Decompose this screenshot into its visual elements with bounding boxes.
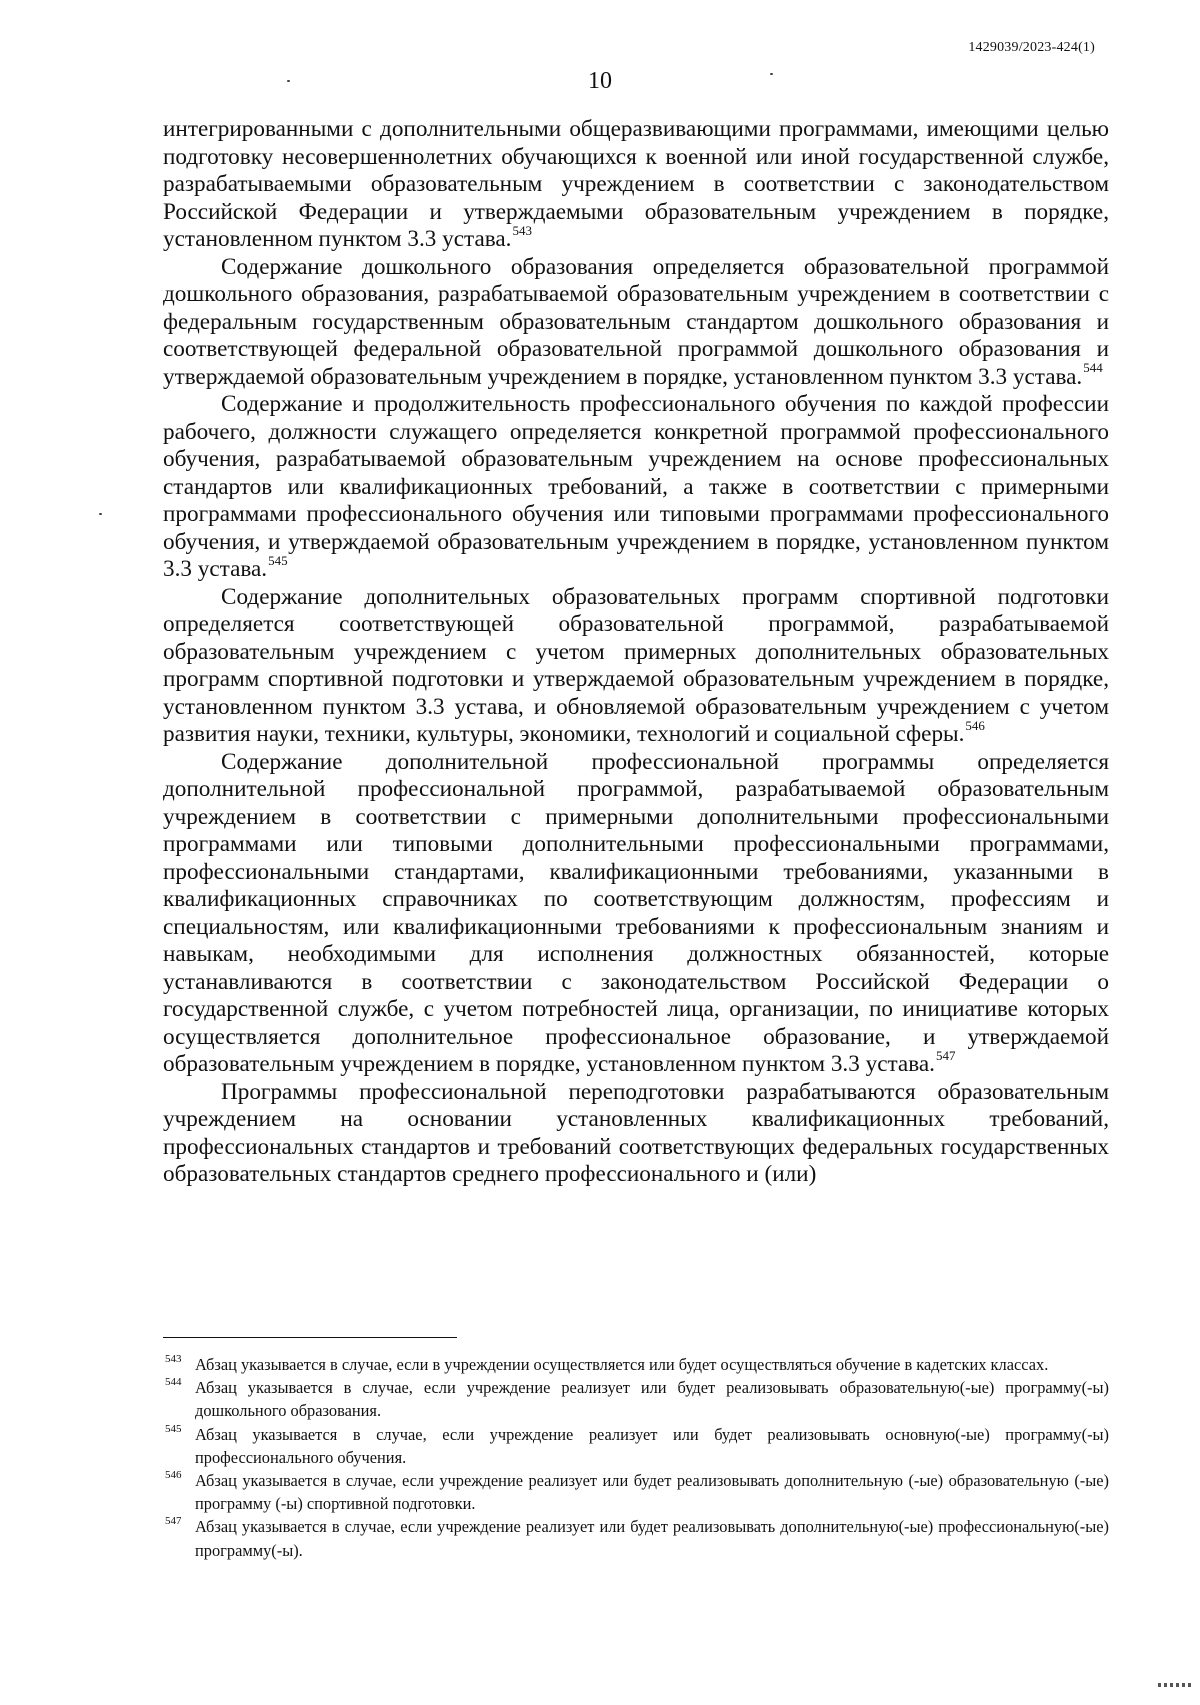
footnote-number: 546 — [165, 1469, 182, 1482]
paragraph-text: Содержание дошкольного образования определяется образовательной программой дошкольного образования, разрабатываемой образовательным учреждением в соответствии с федеральным государственным образовательным стандартом дошкольного образования и соответствующей федеральной образовательной программой дошкольного образования и утверждаемой образовательным учреждением в порядке, установленном пунктом 3.3 устава. — [163, 253, 1109, 390]
footnote-number: 543 — [165, 1353, 182, 1365]
footnote-text: Абзац указывается в случае, если учреждение реализует или будет реализовывать дополнительную(-ые) профессиональную(-ые) программу(-ы). — [195, 1517, 1109, 1560]
footnote-text: Абзац указывается в случае, если учреждение реализует или будет реализовывать дополнительную (-ые) образовательную (-ые) программу (-ы) спортивной подготовки. — [195, 1471, 1109, 1514]
footnote-text: Абзац указывается в случае, если учреждение реализует или будет реализовывать основную(-ые) программу(-ы) профессионального обучения. — [195, 1424, 1109, 1467]
scan-speck — [99, 513, 102, 515]
paragraph-sports-training — [163, 584, 1109, 749]
paragraph-additional-professional — [163, 749, 1109, 1079]
paragraph-text: Содержание дополнительных образовательных программ спортивной подготовки определяется соответствующей образовательной программой, разрабатываемой образовательным учреждением с учетом примерных дополнительных образовательных программ спортивной подготовки и утверждаемой образовательным учреждением в порядке, установленном пунктом 3.3 устава, и обновляемой образовательным учреждением с учетом развития науки, техники, культуры, экономики, технологий и социальной сферы. — [163, 583, 1109, 747]
footnote-text: Абзац указывается в случае, если в учреждении осуществляется или будет осуществляться обучение в кадетских классах. — [195, 1355, 1049, 1374]
document-number: 1429039/2023-424(1) — [968, 40, 1095, 55]
footnote — [163, 1469, 1109, 1515]
footnote — [163, 1376, 1109, 1422]
paragraph-preschool — [163, 254, 1109, 392]
footnote-number: 544 — [165, 1376, 182, 1389]
scan-speck — [770, 73, 773, 75]
footnote-reference: 544 — [1083, 360, 1103, 376]
scan-speck — [287, 80, 290, 82]
footnote-reference: 546 — [965, 717, 985, 733]
paragraph-text: Содержание и продолжительность профессионального обучения по каждой профессии рабочего, должности служащего определяется конкретной программой профессионального обучения, разрабатываемой образовательным учреждением на основе профессиональных стандартов или квалификационных требований, а также в соответствии с примерными программами профессионального обучения или типовыми программами профессионального обучения, и утверждаемой образовательным учреждением в порядке, установленном пунктом 3.3 устава. — [163, 391, 1109, 582]
document-body — [163, 116, 1109, 1189]
footnote-reference: 545 — [268, 552, 288, 568]
paragraph-text: Программы профессиональной переподготовки разрабатываются образовательным учреждением на основании установленных квалификационных требований, профессиональных стандартов и требований соответствующих федеральных государственных образовательных стандартов среднего профессионального и (или) — [163, 1078, 1109, 1187]
paragraph-text: Содержание дополнительной профессиональной программы определяется дополнительной профессиональной программой, разрабатываемой образовательным учреждением в соответствии с примерными дополнительными профессиональными программами или типовыми дополнительными профессиональными программами, профессиональными стандартами, квалификационными требованиями, указанными в квалификационных справочниках по соответствующим должностям, профессиям и специальностям, или квалификационными требованиями к профессиональным знаниям и навыкам, необходимыми для исполнения должностных обязанностей, которые устанавливаются в соответствии с законодательством Российской Федерации о государственной службе, с учетом потребностей лица, организации, по инициативе которых осуществляется дополнительное профессиональное образование, и утверждаемой образовательным учреждением в порядке, установленном пунктом 3.3 устава. — [163, 748, 1109, 1077]
paragraph-continuation — [163, 116, 1109, 254]
footnotes-section — [163, 1353, 1109, 1562]
footnote-number: 547 — [165, 1515, 182, 1528]
footnote-number: 545 — [165, 1422, 182, 1435]
footnote-reference: 543 — [512, 222, 532, 238]
footnote-reference: 547 — [935, 1047, 956, 1063]
page-number: 10 — [588, 68, 612, 94]
footnote-divider — [163, 1337, 457, 1338]
footnote — [163, 1423, 1109, 1469]
footnote — [163, 1515, 1109, 1561]
paragraph-vocational-training — [163, 391, 1109, 584]
footnote — [163, 1353, 1109, 1376]
scan-smudge — [1158, 1683, 1192, 1687]
paragraph-text: интегрированными с дополнительными общеразвивающими программами, имеющими целью подготовку несовершеннолетних обучающихся к военной или иной государственной службе, разрабатываемыми образовательным учреждением в соответствии с законодательством Российской Федерации и утверждаемыми образовательным учреждением в порядке, установленном пунктом 3.3 устава. — [163, 116, 1109, 252]
paragraph-retraining — [163, 1079, 1109, 1189]
footnote-text: Абзац указывается в случае, если учреждение реализует или будет реализовывать образовательную(-ые) программу(-ы) дошкольного образования. — [195, 1378, 1109, 1421]
